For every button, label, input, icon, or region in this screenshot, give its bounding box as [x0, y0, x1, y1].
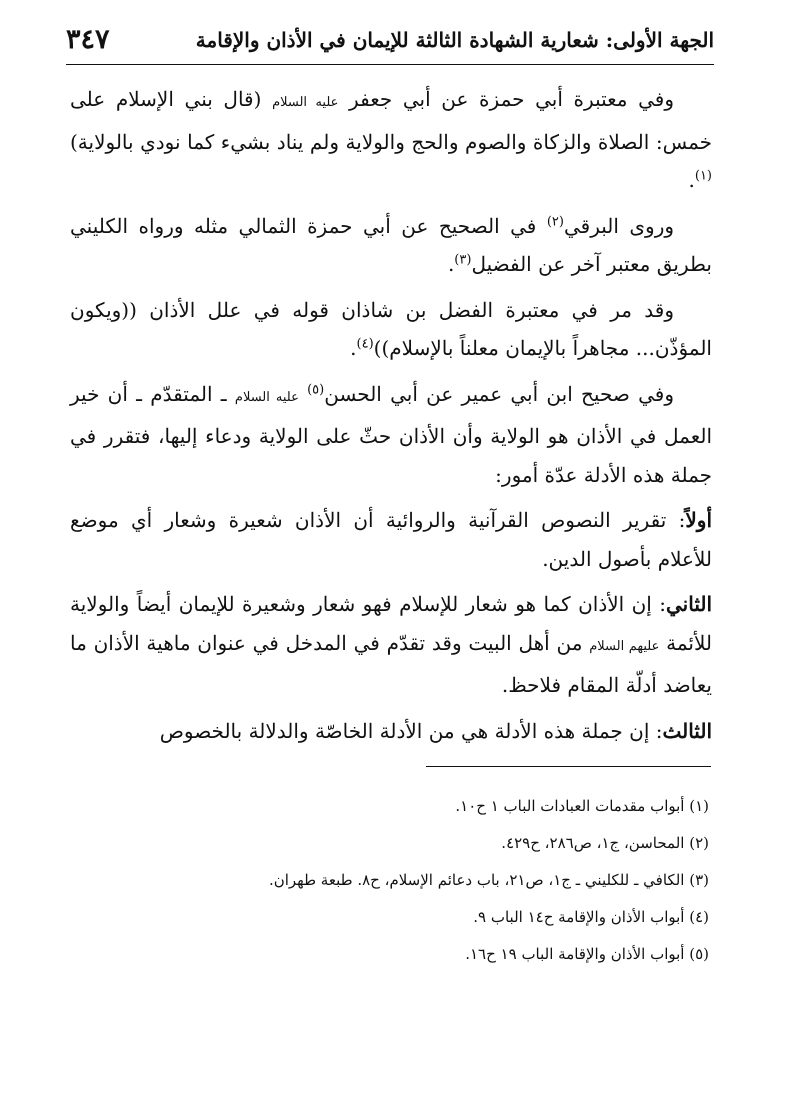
p4-text-start: وفي صحيح ابن أبي عمير عن أبي الحسن: [324, 381, 674, 406]
p2-end: .: [447, 252, 455, 276]
paragraph-1: [70, 80, 712, 200]
p4-text-rest: ـ المتقدّم ـ أن خير العمل في الأذان هو الولاية وأن الأذان حثّ على الولاية ودعاء إليها، فتقرر في جملة هذه الأدلة عدّة أمور:: [70, 381, 712, 487]
point-label-first: أولاً: [685, 508, 712, 532]
footnote-item: (٥) أبواب الأذان والإقامة الباب ١٩ ح١٦.: [465, 945, 709, 963]
footnote-ref-4[interactable]: (٤): [356, 336, 374, 352]
honorific-glyph: عليه السلام: [234, 389, 299, 405]
p1-text-quote: (قال بني الإسلام على خمس: الصلاة والزكاة والصوم والحج والولاية ولم يناد بشيء كما نودي بالولاية): [70, 87, 712, 154]
p2-text-start: وروى البرقي: [563, 213, 675, 238]
point-label-second: الثاني: [665, 592, 712, 616]
page-number: ٣٤٧: [66, 24, 110, 55]
running-header: [66, 24, 714, 65]
paragraph-6: [70, 585, 712, 705]
footnote-ref-2[interactable]: (٢): [546, 213, 564, 229]
footnote-item: (٣) الكافي ـ للكليني ـ ج١، ص٢١، باب دعائم الإسلام، ح٨. طبعة طهران.: [268, 871, 709, 889]
footnote-ref-5[interactable]: (٥): [307, 381, 325, 397]
p1-text-start: وفي معتبرة أبي حمزة عن أبي جعفر: [349, 87, 675, 111]
p6-text-start: : إن الأذان كما هو شعار للإسلام فهو شعار وشعيرة للإيمان أيضاً والولاية للأئمة: [70, 592, 712, 655]
honorific-glyph: عليه السلام: [272, 95, 339, 110]
point-label-third: الثالث: [662, 718, 712, 743]
footnote-item: (٢) المحاسن، ج١، ص٢٨٦، ح٤٢٩.: [501, 834, 709, 852]
paragraph-2: [70, 207, 712, 284]
paragraph-3: [70, 291, 712, 368]
p6-text-rest: من أهل البيت وقد تقدّم في المدخل في عنوان ماهية الأذان ما يعاضد أدلّة المقام فلاحظ.: [70, 630, 712, 697]
paragraph-7: [70, 712, 712, 751]
p5-text: : تقرير النصوص القرآنية والروائية أن الأذان شعيرة وشعار أي موضع للأعلام بأصول الدين.: [70, 508, 712, 571]
footnote-divider: [426, 766, 711, 767]
p3-end: .: [350, 336, 357, 360]
footnote-ref-3[interactable]: (٣): [454, 252, 472, 268]
footnote-item: (١) أبواب مقدمات العبادات الباب ١ ح١٠.: [455, 797, 709, 815]
footnote-ref-1[interactable]: (١): [694, 168, 712, 184]
paragraph-5: [70, 501, 712, 578]
p2-text-middle: في الصحيح عن أبي حمزة الثمالي مثله ورواه الكليني بطريق معتبر آخر عن الفضيل: [70, 213, 712, 276]
footnote-item: (٤) أبواب الأذان والإقامة ح١٤ الباب ٩.: [473, 908, 709, 926]
p3-text: وقد مر في معتبرة الفضل بن شاذان قوله في علل الأذان ((ويكون المؤذّن... مجاهراً بالإيمان معلناً بالإسلام)): [70, 297, 712, 360]
footnotes: [150, 788, 709, 973]
p1-end: .: [688, 168, 695, 192]
header-title: الجهة الأولى: شعارية الشهادة الثالثة للإيمان في الأذان والإقامة: [195, 28, 714, 52]
p7-text: : إن جملة هذه الأدلة هي من الأدلة الخاصّة والدلالة بالخصوص: [159, 718, 663, 743]
honorific-glyph: عليهم السلام: [589, 638, 660, 654]
paragraph-4: [70, 375, 712, 495]
main-text: [70, 80, 712, 757]
